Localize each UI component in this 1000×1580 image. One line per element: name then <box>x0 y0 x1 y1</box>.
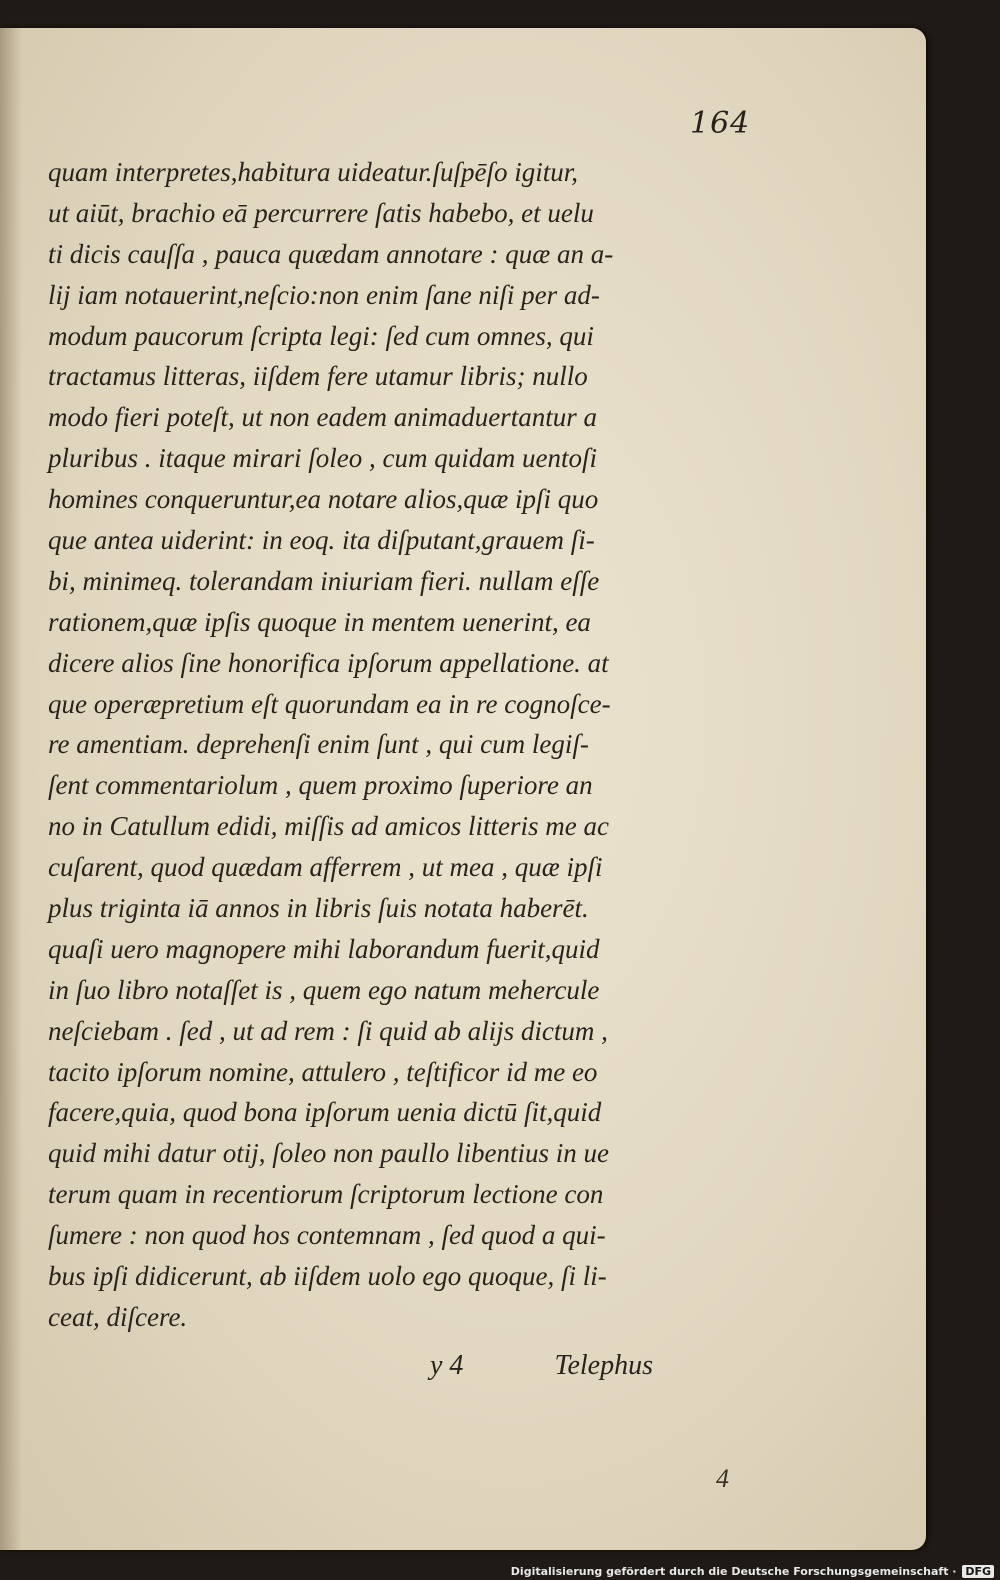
signature-mark: y 4 <box>430 1350 464 1381</box>
dfg-credit-text: Digitalisierung gefördert durch die Deutsche Forschungsgemeinschaft · <box>510 1565 957 1578</box>
text-line: terum quam in recentiorum ſcriptorum lectione con <box>48 1179 604 1210</box>
text-line: ti dicis cauſſa , pauca quædam annotare : quæ an a- <box>48 238 614 269</box>
text-line: ſent commentariolum , quem proximo ſuperiore an <box>48 770 593 801</box>
text-line: quid mihi datur otij, ſoleo non paullo libentius in ue <box>48 1138 609 1169</box>
text-line: que antea uiderint: in eoq. ita diſputant,grauem ſi- <box>48 525 595 556</box>
text-line: dicere alios ſine honorifica ipſorum appellatione. at <box>48 647 609 678</box>
book-page <box>0 28 926 1550</box>
text-line: re amentiam. deprehenſi enim ſunt , qui cum legiſ- <box>48 729 589 760</box>
page-footer <box>430 1350 653 1382</box>
text-line: neſciebam . ſed , ut ad rem : ſi quid ab alijs dictum , <box>48 1015 608 1046</box>
margin-mark: 4 <box>716 1464 729 1493</box>
text-line: ſumere : non quod hos contemnam , ſed quod a qui- <box>48 1220 606 1251</box>
text-line: quaſi uero magnopere mihi laborandum fuerit,quid <box>48 933 600 964</box>
text-line: no in Catullum edidi, miſſis ad amicos litteris me ac <box>48 811 609 842</box>
text-line: bus ipſi didicerunt, ab iiſdem uolo ego quoque, ſi li- <box>48 1261 607 1292</box>
text-line: tractamus litteras, iiſdem fere utamur libris; nullo <box>48 361 588 392</box>
text-line: rationem,quæ ipſis quoque in mentem uenerint, ea <box>48 606 591 637</box>
text-line: cuſarent, quod quædam afferrem , ut mea , quæ ipſi <box>48 852 603 883</box>
text-line: plus triginta iā annos in libris ſuis notata haberēt. <box>48 893 589 924</box>
catchword: Telephus <box>554 1350 653 1381</box>
text-line: modo fieri poteſt, ut non eadem animaduertantur a <box>48 402 597 433</box>
text-line: in ſuo libro notaſſet is , quem ego natum mehercule <box>48 974 600 1005</box>
dfg-logo: DFG <box>962 1565 994 1578</box>
text-line: modum paucorum ſcripta legi: ſed cum omnes, qui <box>48 320 594 351</box>
text-line: ut aiūt, brachio eā percurrere ſatis habebo, et uelu <box>48 197 594 228</box>
text-line: homines conqueruntur,ea notare alios,quæ ipſi quo <box>48 484 599 515</box>
text-line: facere,quia, quod bona ipſorum uenia dictū ſit,quid <box>48 1097 602 1128</box>
text-line: ceat, diſcere. <box>48 1301 188 1332</box>
text-line: bi, minimeq. tolerandam iniuriam fieri. nullam eſſe <box>48 565 600 596</box>
body-text <box>48 152 768 1338</box>
text-line: pluribus . itaque mirari ſoleo , cum quidam uentoſi <box>48 443 597 474</box>
page-number: 164 <box>690 106 751 141</box>
text-line: que operæpretium eſt quorundam ea in re cognoſce- <box>48 688 611 719</box>
text-line: quam interpretes,habitura uideatur.ſuſpēſo igitur, <box>48 157 578 187</box>
dfg-credit <box>511 1565 994 1578</box>
text-line: tacito ipſorum nomine, attulero , teſtificor id me eo <box>48 1056 598 1087</box>
text-line: lij iam notauerint,neſcio:non enim ſane niſi per ad- <box>48 279 600 310</box>
